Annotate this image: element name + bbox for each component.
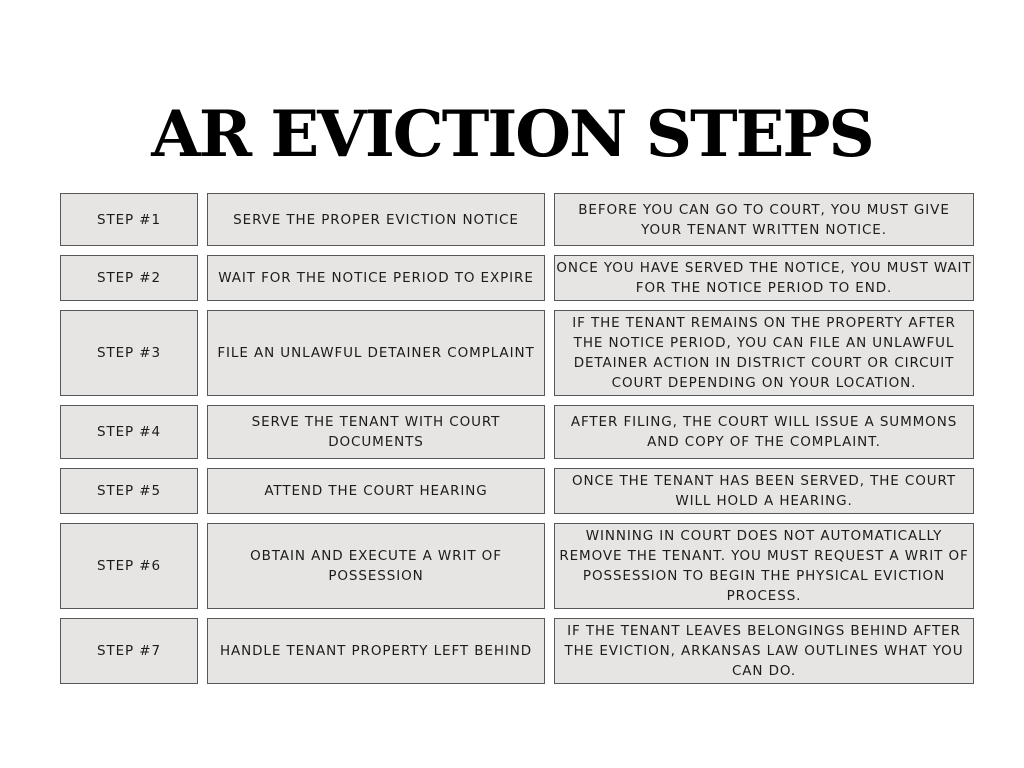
step-row-4 bbox=[60, 405, 974, 459]
step-description: AFTER FILING, THE COURT WILL ISSUE A SUMMONS AND COPY OF THE COMPLAINT. bbox=[554, 405, 974, 459]
step-action: SERVE THE PROPER EVICTION NOTICE bbox=[207, 193, 545, 246]
step-number: STEP #7 bbox=[60, 618, 198, 684]
step-action: WAIT FOR THE NOTICE PERIOD TO EXPIRE bbox=[207, 255, 545, 301]
step-action: SERVE THE TENANT WITH COURT DOCUMENTS bbox=[207, 405, 545, 459]
step-action: HANDLE TENANT PROPERTY LEFT BEHIND bbox=[207, 618, 545, 684]
step-number: STEP #5 bbox=[60, 468, 198, 514]
step-row-5 bbox=[60, 468, 974, 514]
step-action: OBTAIN AND EXECUTE A WRIT OF POSSESSION bbox=[207, 523, 545, 609]
step-number: STEP #1 bbox=[60, 193, 198, 246]
step-row-2 bbox=[60, 255, 974, 301]
step-row-3 bbox=[60, 310, 974, 396]
page-title: AR EVICTION STEPS bbox=[151, 96, 873, 172]
step-row-7 bbox=[60, 618, 974, 684]
step-description: BEFORE YOU CAN GO TO COURT, YOU MUST GIVE YOUR TENANT WRITTEN NOTICE. bbox=[554, 193, 974, 246]
step-number: STEP #2 bbox=[60, 255, 198, 301]
step-description: ONCE YOU HAVE SERVED THE NOTICE, YOU MUST WAIT FOR THE NOTICE PERIOD TO END. bbox=[554, 255, 974, 301]
steps-table bbox=[60, 193, 974, 693]
step-description: IF THE TENANT LEAVES BELONGINGS BEHIND AFTER THE EVICTION, ARKANSAS LAW OUTLINES WHAT YOU CAN DO. bbox=[554, 618, 974, 684]
step-action: ATTEND THE COURT HEARING bbox=[207, 468, 545, 514]
step-number: STEP #6 bbox=[60, 523, 198, 609]
step-description: IF THE TENANT REMAINS ON THE PROPERTY AFTER THE NOTICE PERIOD, YOU CAN FILE AN UNLAWFUL DETAINER ACTION IN DISTRICT COURT OR CIRCUIT COURT DEPENDING ON YOUR LOCATION. bbox=[554, 310, 974, 396]
step-number: STEP #3 bbox=[60, 310, 198, 396]
step-row-1 bbox=[60, 193, 974, 246]
step-number: STEP #4 bbox=[60, 405, 198, 459]
step-action: FILE AN UNLAWFUL DETAINER COMPLAINT bbox=[207, 310, 545, 396]
step-description: WINNING IN COURT DOES NOT AUTOMATICALLY REMOVE THE TENANT. YOU MUST REQUEST A WRIT OF POSSESSION TO BEGIN THE PHYSICAL EVICTION PROCESS. bbox=[554, 523, 974, 609]
step-row-6 bbox=[60, 523, 974, 609]
step-description: ONCE THE TENANT HAS BEEN SERVED, THE COURT WILL HOLD A HEARING. bbox=[554, 468, 974, 514]
